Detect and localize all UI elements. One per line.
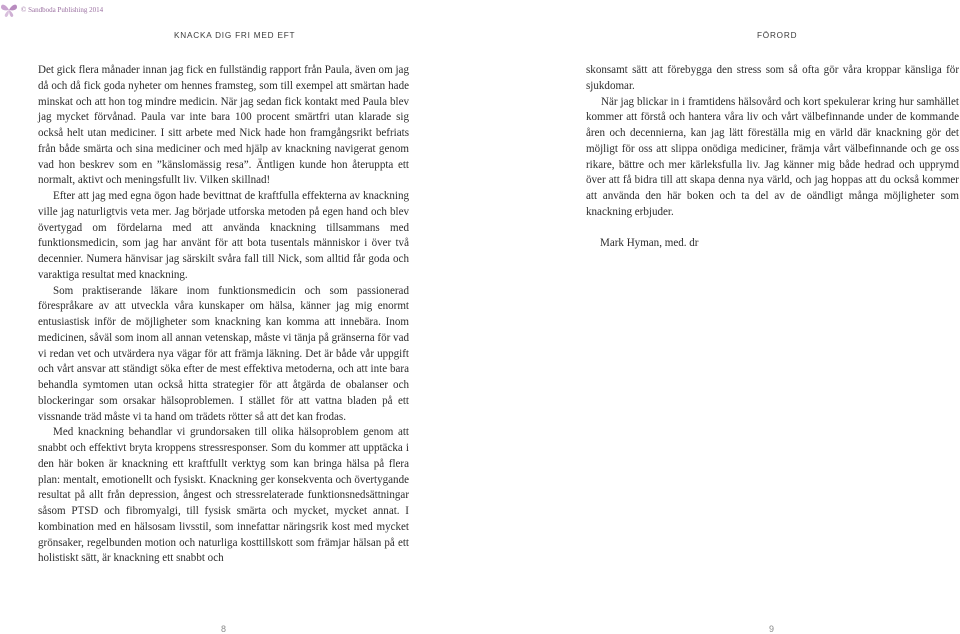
body-text-left: [38, 63, 409, 567]
page-number-left: 8: [221, 624, 227, 634]
paragraph: Som praktiserande läkare inom funktionsmedicin och som passionerad förespråkare av att utveckla våra kunskaper om hälsa, känner jag mig enormt entusiastisk inför de möjligheter som knackning kan komma att innebära. Inom medicinen, såväl som inom all annan vetenskap, måste vi tänja på gränserna för vad vi redan vet och utvärdera nya vägar för att främja läkning. Det är både vår uppgift och vårt ansvar att ständigt söka efter de mest effektiva metoderna, och att inte bara behandla symtomen utan också hitta strategier för att åtgärda de obalanser och blockeringar som orsakar hälsoproblemen. I stället för att vattna bladen på ett vissnande träd måste vi ta hand om trädets rötter så att det kan frodas.: [38, 284, 409, 423]
paragraph: skonsamt sätt att förebygga den stress som så ofta gör våra kroppar känsliga för sjukdomar.: [586, 64, 959, 92]
paragraph: När jag blickar in i framtidens hälsovård och kort spekulerar kring hur samhället kommer att förstå och hantera våra liv och vårt välbefinnande under de kommande åren och decennierna, kan jag lätt föreställa mig en värld där knackning gör det möjligt för oss att slippa onödiga mediciner, främja vårt välbefinnande och ge oss rikare, bättre och mer kärleksfulla liv. Jag känner mig både hedrad och upprymd över att få bidra till att skapa denna nya värld, och jag hoppas att du också kommer att använda den här boken och ta del av de oändligt många möjligheter som knackning erbjuder.: [586, 95, 959, 218]
page-number-right: 9: [769, 624, 775, 634]
running-head-right: FÖRORD: [757, 31, 798, 40]
paragraph: Det gick flera månader innan jag fick en fullständig rapport från Paula, även om jag då och då fick goda nyheter om hennes framsteg, som till exempel att smärtan hade minskat och att hon tog mindre medicin. När jag sedan fick kontakt med Paula blev jag mycket förvånad. Paula var inte bara 100 procent smärtfri utan klarade sig också helt utan mediciner. I sitt arbete med Nick hade hon framgångsrikt befriats från både smärta och sina mediciner och med hjälp av knackning navigerat genom vad hon beskrev som en ”känslomässig resa”. Äntligen kunde hon återuppta ett normalt, aktivt och meningsfullt liv. Vilken skillnad!: [38, 64, 409, 187]
author-signature: Mark Hyman, med. dr: [600, 236, 699, 249]
paragraph: Efter att jag med egna ögon hade bevittnat de kraftfulla effekterna av knackning ville jag naturligtvis veta mer. Jag började utforska metoden på egen hand och blev övertygad om fördelarna med att använda knackning tillsammans med funktionsmedicin, som jag har använt för att bota tusentals människor i över två decennier. Numera hänvisar jag särskilt svåra fall till Nick, som alltid får goda och varaktiga resultat med knackning.: [38, 190, 409, 281]
right-page: [480, 0, 960, 634]
running-head-left: KNACKA DIG FRI MED EFT: [174, 31, 296, 40]
copyright-text: © Sandboda Publishing 2014: [21, 6, 104, 14]
body-text-right: [586, 63, 959, 251]
paragraph: Med knackning behandlar vi grundorsaken till olika hälsoproblem genom att snabbt och effektivt bryta kroppens stressresponser. Som du kommer att upptäcka i den här boken är knackning ett kraftfullt verktyg som kan bringa hälsa på flera plan: mentalt, emotionellt och fysiskt. Knackning ger konsekventa och övertygande resultat på allt från depression, ångest och stressrelaterade funktionsnedsättningar såsom PTSD och fibromyalgi, till fysisk smärta och mycket, mycket annat. I kombination med en hälsosam livsstil, som innefattar näringsrik kost med mycket grönsaker, regelbunden motion och naturliga kosttillskott som främjar hälsan på ett holistiskt sätt, är knackning ett snabbt och: [38, 426, 409, 565]
